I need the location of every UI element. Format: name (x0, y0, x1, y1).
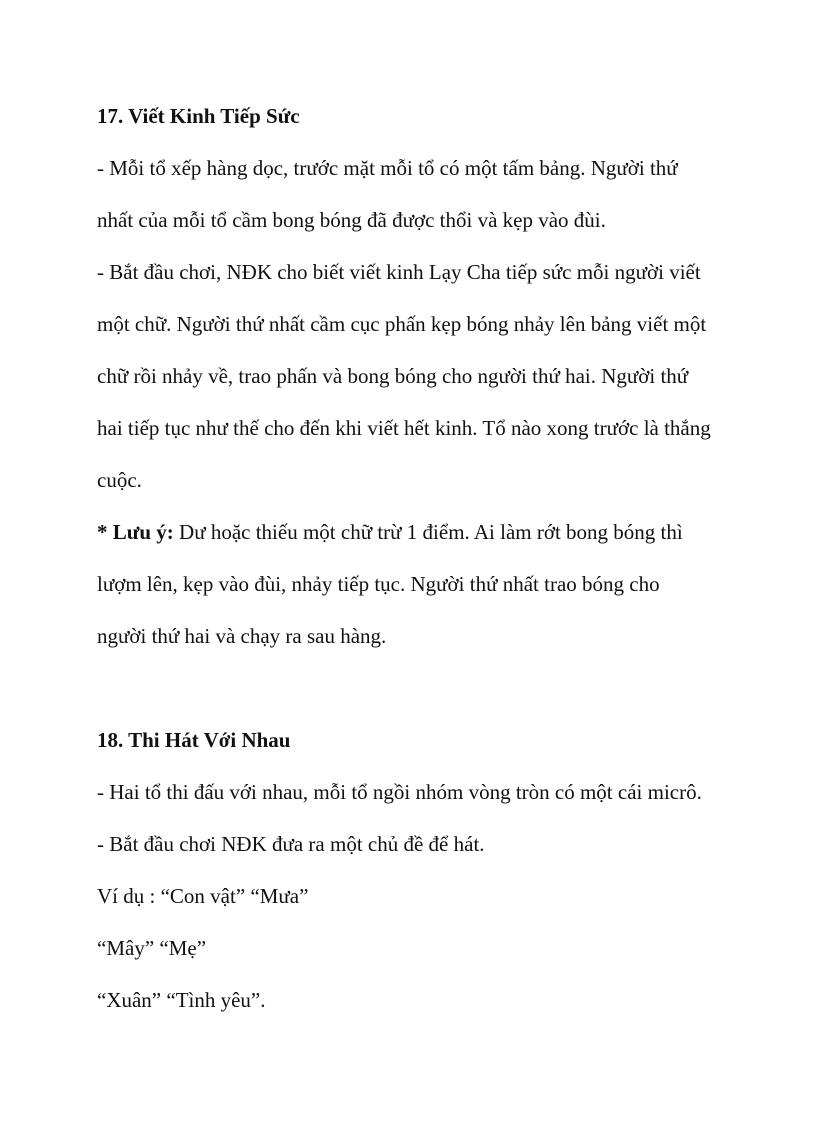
paragraph-line: - Hai tổ thi đấu với nhau, mỗi tổ ngồi nhóm vòng tròn có một cái micrô. (97, 780, 702, 804)
paragraph-line: cuộc. (97, 468, 142, 492)
note-text: Dư hoặc thiếu một chữ trừ 1 điểm. Ai làm rớt bong bóng thì (173, 520, 683, 544)
paragraph-line: một chữ. Người thứ nhất cầm cục phấn kẹp bóng nhảy lên bảng viết một (97, 312, 707, 336)
paragraph-line: lượm lên, kẹp vào đùi, nhảy tiếp tục. Người thứ nhất trao bóng cho (97, 572, 660, 596)
paragraph-line: hai tiếp tục như thế cho đến khi viết hết kinh. Tổ nào xong trước là thắng (97, 416, 711, 440)
paragraph-line: - Mỗi tổ xếp hàng dọc, trước mặt mỗi tổ có một tấm bảng. Người thứ (97, 156, 678, 180)
paragraph-line: “Xuân” “Tình yêu”. (97, 988, 266, 1012)
paragraph-line: Ví dụ : “Con vật” “Mưa” (97, 884, 309, 908)
paragraph-line: “Mây” “Mẹ” (97, 936, 207, 960)
note-line (97, 506, 737, 558)
paragraph-line: - Bắt đầu chơi, NĐK cho biết viết kinh Lạy Cha tiếp sức mỗi người viết (97, 260, 701, 284)
paragraph-line: nhất của mỗi tổ cầm bong bóng đã được thổi và kẹp vào đùi. (97, 208, 606, 232)
document-body (97, 90, 737, 1026)
note-label: * Lưu ý: (97, 520, 174, 544)
section-17-heading: 17. Viết Kinh Tiếp Sức (97, 104, 300, 128)
section-18-heading: 18. Thi Hát Với Nhau (97, 728, 291, 752)
paragraph-line: chữ rồi nhảy về, trao phấn và bong bóng cho người thứ hai. Người thứ (97, 364, 689, 388)
paragraph-line: - Bắt đầu chơi NĐK đưa ra một chủ đề để hát. (97, 832, 485, 856)
section-spacer (97, 662, 737, 714)
paragraph-line: người thứ hai và chạy ra sau hàng. (97, 624, 387, 648)
